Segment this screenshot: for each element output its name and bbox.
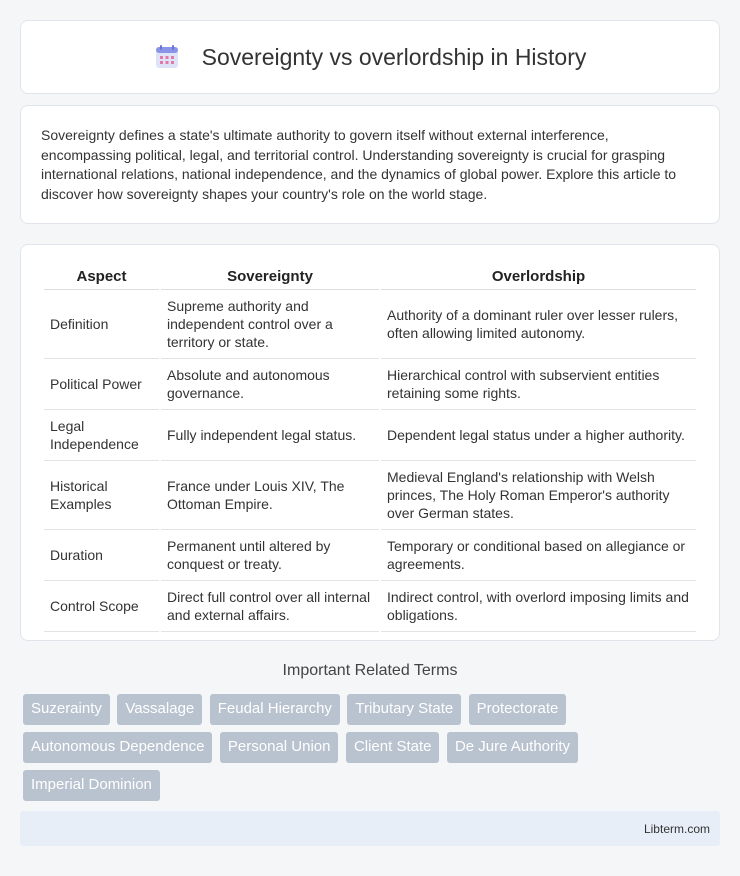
tag-tributary-state[interactable]: Tributary State: [347, 694, 461, 725]
row-aspect: Duration: [44, 530, 159, 581]
row-overlordship: Temporary or conditional based on allegiance or agreements.: [381, 530, 696, 581]
footer: [20, 811, 720, 846]
tag-autonomous-dependence[interactable]: Autonomous Dependence: [23, 732, 212, 763]
tag-client-state[interactable]: Client State: [346, 732, 440, 763]
header-sovereignty: Sovereignty: [161, 265, 379, 290]
table-row: [44, 581, 696, 632]
row-aspect: Political Power: [44, 359, 159, 410]
row-overlordship: Dependent legal status under a higher authority.: [381, 410, 696, 461]
comparison-card: [20, 244, 720, 641]
row-sovereignty: Supreme authority and independent control over a territory or state.: [161, 290, 379, 359]
table-header-row: [44, 265, 696, 290]
intro-text: Sovereignty defines a state's ultimate authority to govern itself without external interference, encompassing political, legal, and territorial control. Understanding sovereignty is crucial for grasping international relations, national independence, and the dynamics of global power. Explore this article to discover how sovereignty shapes your country's role on the world stage.: [41, 127, 677, 202]
table-row: [44, 461, 696, 530]
footer-brand[interactable]: Libterm.com: [643, 822, 710, 836]
row-sovereignty: Fully independent legal status.: [161, 410, 379, 461]
header-overlordship: Overlordship: [381, 265, 696, 290]
table-row: [44, 290, 696, 359]
row-aspect: Control Scope: [44, 581, 159, 632]
tag-protectorate[interactable]: Protectorate: [469, 694, 567, 725]
row-sovereignty: Absolute and autonomous governance.: [161, 359, 379, 410]
tag-vassalage[interactable]: Vassalage: [117, 694, 202, 725]
comparison-table: [42, 265, 698, 632]
row-sovereignty: Direct full control over all internal and external affairs.: [161, 581, 379, 632]
row-overlordship: Hierarchical control with subservient entities retaining some rights.: [381, 359, 696, 410]
row-sovereignty: France under Louis XIV, The Ottoman Empire.: [161, 461, 379, 530]
tag-de-jure-authority[interactable]: De Jure Authority: [447, 732, 578, 763]
row-overlordship: Indirect control, with overlord imposing limits and obligations.: [381, 581, 696, 632]
table-row: [44, 359, 696, 410]
row-aspect: Legal Independence: [44, 410, 159, 461]
tag-feudal-hierarchy[interactable]: Feudal Hierarchy: [210, 694, 340, 725]
tag-imperial-dominion[interactable]: Imperial Dominion: [23, 770, 160, 801]
related-terms-title: Important Related Terms: [282, 662, 458, 679]
related-terms-list: [23, 694, 723, 808]
header-aspect: Aspect: [44, 265, 159, 290]
tag-personal-union[interactable]: Personal Union: [220, 732, 339, 763]
table-row: [44, 530, 696, 581]
row-aspect: Definition: [44, 290, 159, 359]
row-sovereignty: Permanent until altered by conquest or treaty.: [161, 530, 379, 581]
row-overlordship: Authority of a dominant ruler over lesser rulers, often allowing limited autonomy.: [381, 290, 696, 359]
page-title: Sovereignty vs overlordship in History: [201, 43, 587, 70]
intro-card: [20, 105, 720, 224]
tag-suzerainty[interactable]: Suzerainty: [23, 694, 110, 725]
title-card: [20, 20, 720, 94]
table-row: [44, 410, 696, 461]
row-aspect: Historical Examples: [44, 461, 159, 530]
row-overlordship: Medieval England's relationship with Welsh princes, The Holy Roman Emperor's authority over German states.: [381, 461, 696, 530]
calendar-icon: [154, 44, 180, 70]
